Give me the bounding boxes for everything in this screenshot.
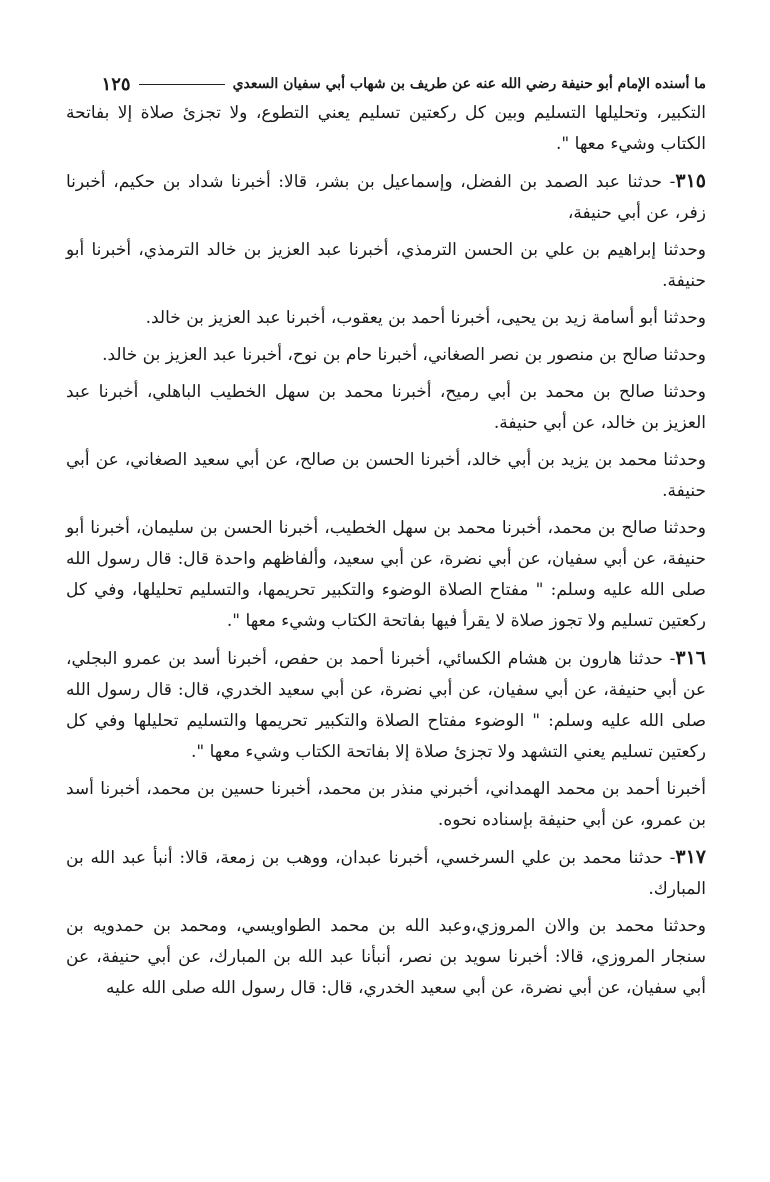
book-page [66,70,706,1010]
paragraph-text: وحدثنا صالح بن محمد بن أبي رميح، أخبرنا محمد بن سهل الخطيب الباهلي، أخبرنا عبد العزيز بن خالد، عن أبي حنيفة. [66,382,706,433]
paragraph-10 [66,774,706,836]
paragraph-text: وحدثنا صالح بن محمد، أخبرنا محمد بن سهل الخطيب، أخبرنا الحسن بن سليمان، أخبرنا أبو حنيفة، عن أبي سفيان، عن أبي نضرة، عن أبي سعيد، وألفاظهم واحدة قال: قال رسول الله صلى الله عليه وسلم: " مفتاح الصلاة الوضوء والتكبير تحريمها، والتسليم تحليلها، وفي كل ركعتين تسليم ولا تجوز صلاة لا يقرأ فيها بفاتحة الكتاب وشيء معها ". [66,518,706,631]
paragraph-1 [66,98,706,160]
hadith-number: ٣١٦ [675,647,706,669]
header-rule [139,84,225,85]
hadith-317 [66,842,706,905]
paragraph-3 [66,235,706,297]
paragraph-text: وحدثنا محمد بن والان المروزي،وعبد الله بن محمد الطواويسي، ومحمد بن حمدويه بن سنجار المروزي، قالا: أخبرنا سويد بن نصر، أنبأنا عبد الله بن المبارك، عن أبي حنيفة، عن أبي سفيان، عن أبي نضرة، عن أبي سعيد الخدري، قال: قال رسول الله صلى الله عليه [66,916,706,998]
body-text [66,98,706,1004]
paragraph-text: - حدثنا عبد الصمد بن الفضل، وإسماعيل بن بشر، قالا: أخبرنا شداد بن حكيم، أخبرنا زفر، عن أبي حنيفة، [66,172,706,223]
hadith-315 [66,166,706,229]
page-number: ١٢٥ [101,73,131,95]
header-title: ما أسنده الإمام أبو حنيفة رضي الله عنه عن طريف بن شهاب أبي سفيان السعدي [232,76,706,92]
paragraph-text: وحدثنا محمد بن يزيد بن أبي خالد، أخبرنا الحسن بن صالح، عن أبي سعيد الصغاني، عن أبي حنيفة. [66,450,706,501]
hadith-number: ٣١٧ [675,846,706,868]
paragraph-text: وحدثنا صالح بن منصور بن نصر الصغاني، أخبرنا حام بن نوح، أخبرنا عبد العزيز بن خالد. [102,345,706,365]
paragraph-12 [66,911,706,1004]
paragraph-8 [66,513,706,637]
paragraph-6 [66,377,706,439]
hadith-316 [66,643,706,768]
paragraph-text: - حدثنا هارون بن هشام الكسائي، أخبرنا أحمد بن حفص، أخبرنا أسد بن عمرو البجلي، عن أبي حنيفة، عن أبي سفيان، عن أبي نضرة، عن أبي سعيد الخدري، قال: قال رسول الله صلى الله عليه وسلم: " الوضوء مفتاح الصلاة والتكبير تحريمها والتسليم تحليلها وفي كل ركعتين تسليم يعني التشهد ولا تجزئ صلاة إلا بفاتحة الكتاب وشيء معها ". [66,649,706,762]
paragraph-text: وحدثنا إبراهيم بن علي بن الحسن الترمذي، أخبرنا عبد العزيز بن خالد الترمذي، أخبرنا أبو حنيفة. [66,240,706,291]
paragraph-text: - حدثنا محمد بن علي السرخسي، أخبرنا عبدان، ووهب بن زمعة، قالا: أنبأ عبد الله بن المبارك. [66,848,706,899]
paragraph-text: التكبير، وتحليلها التسليم وبين كل ركعتين تسليم يعني التطوع، ولا تجزئ صلاة إلا بفاتحة الكتاب وشيء معها ". [66,103,706,154]
paragraph-text: وحدثنا أبو أسامة زيد بن يحيى، أخبرنا أحمد بن يعقوب، أخبرنا عبد العزيز بن خالد. [145,308,706,328]
paragraph-7 [66,445,706,507]
paragraph-4 [66,303,706,334]
hadith-number: ٣١٥ [675,170,706,192]
paragraph-5 [66,340,706,371]
paragraph-text: أخبرنا أحمد بن محمد الهمداني، أخبرني منذر بن محمد، أخبرنا حسين بن محمد، أخبرنا أسد بن عمرو، عن أبي حنيفة بإسناده نحوه. [66,779,706,830]
running-header [66,70,706,98]
